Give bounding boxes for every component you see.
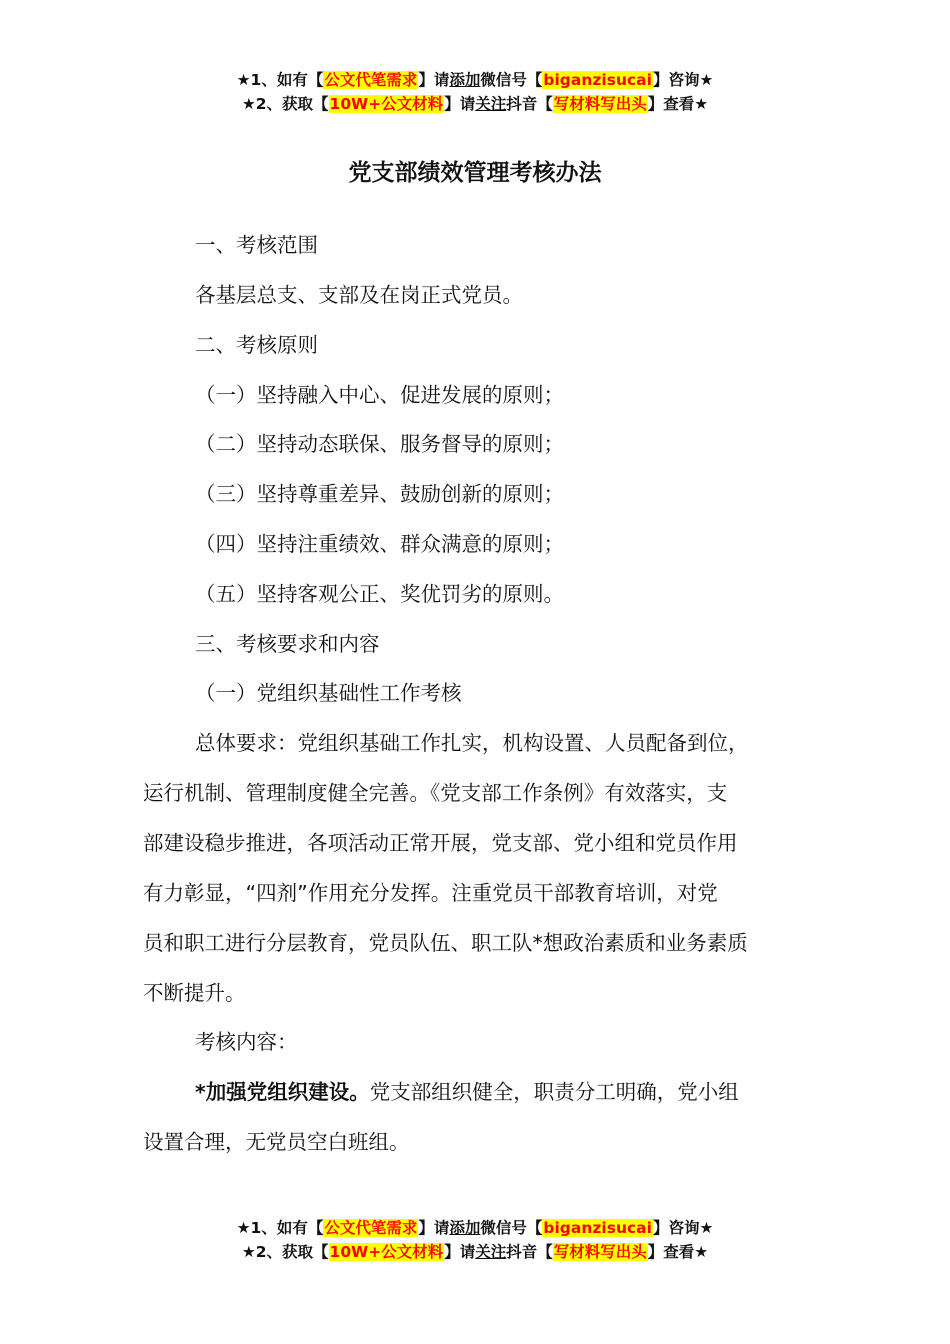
overall-requirement-line: 不断提升。 (143, 981, 246, 1005)
section-heading-2: 二、考核原则 (195, 333, 318, 357)
overall-requirement-line: 部建设稳步推进，各项活动正常开展，党支部、党小组和党员作用 (143, 831, 738, 855)
principle-item: （五）坚持客观公正、奖优罚劣的原则。 (195, 582, 564, 606)
banner-line-2: ★2、获取【10W+公文材料】请关注抖音【写材料写出头】查看★ (241, 95, 709, 113)
content-label: 考核内容： (195, 1030, 298, 1054)
principle-item: （一）坚持融入中心、促进发展的原则； (195, 383, 564, 407)
principle-item: （三）坚持尊重差异、鼓励创新的原则； (195, 482, 564, 506)
principle-item: （二）坚持动态联保、服务督导的原则； (195, 432, 564, 456)
content-item-1 (195, 1067, 739, 1117)
overall-requirement-line: 运行机制、管理制度健全完善。《党支部工作条例》有效落实，支 (143, 781, 728, 805)
footer-banner (0, 1216, 950, 1264)
section-1-text: 各基层总支、支部及在岗正式党员。 (195, 283, 523, 307)
overall-requirement-line: 有力彰显，“四剂”作用充分发挥。注重党员干部教育培训，对党 (143, 881, 718, 905)
content-item-1-heading: *加强党组织建设。 (195, 1080, 370, 1104)
document-title: 党支部绩效管理考核办法 (348, 160, 602, 186)
section-heading-3: 三、考核要求和内容 (195, 632, 380, 656)
subsection-heading: （一）党组织基础性工作考核 (195, 681, 462, 705)
overall-requirement-line: 总体要求：党组织基础工作扎实，机构设置、人员配备到位， (195, 731, 749, 755)
banner-line-1: ★1、如有【公文代笔需求】请添加微信号【biganzisucai】咨询★ (236, 1219, 714, 1237)
content-item-1-text: 党支部组织健全，职责分工明确，党小组 (369, 1080, 739, 1104)
content-item-1-continued: 设置合理，无党员空白班组。 (143, 1130, 410, 1154)
header-banner (0, 68, 950, 116)
banner-line-2: ★2、获取【10W+公文材料】请关注抖音【写材料写出头】查看★ (241, 1243, 709, 1261)
banner-line-1: ★1、如有【公文代笔需求】请添加微信号【biganzisucai】咨询★ (236, 71, 714, 89)
section-heading-1: 一、考核范围 (195, 233, 318, 257)
overall-requirement-line: 员和职工进行分层教育，党员队伍、职工队*想政治素质和业务素质 (143, 931, 748, 955)
principle-item: （四）坚持注重绩效、群众满意的原则； (195, 532, 564, 556)
